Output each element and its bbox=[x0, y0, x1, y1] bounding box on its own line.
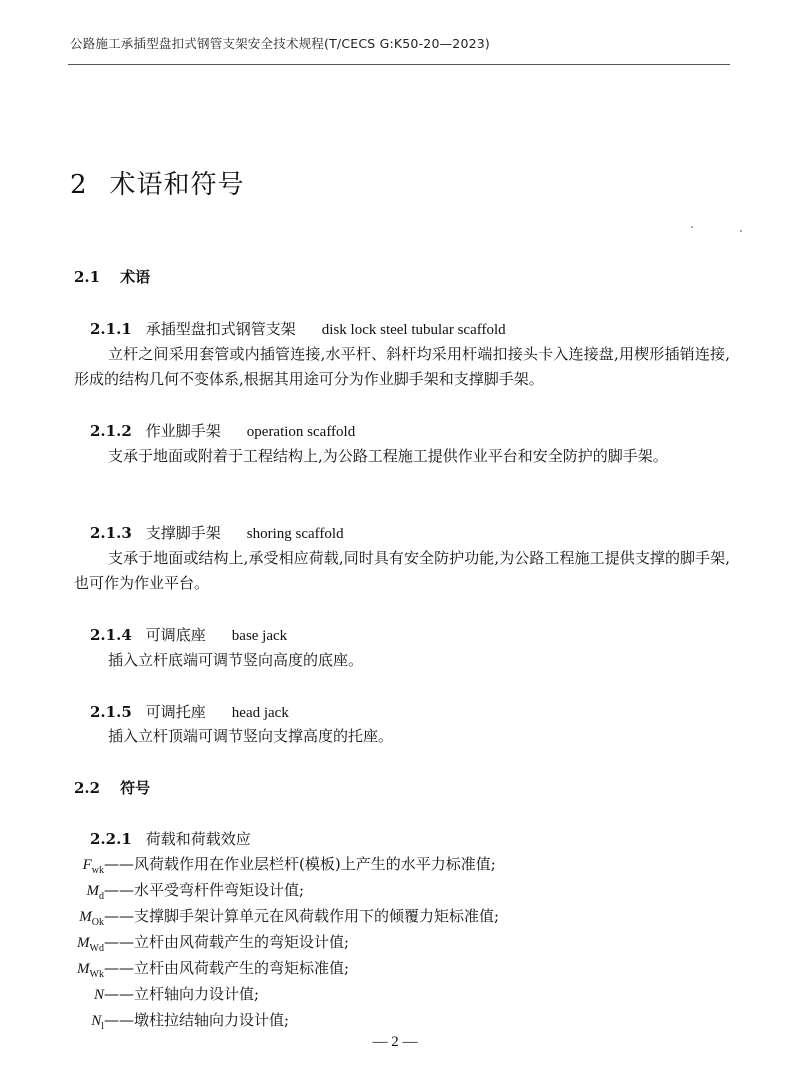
term-heading bbox=[90, 420, 355, 441]
section-number: 2.2 bbox=[74, 779, 101, 797]
symbols-subsection-heading bbox=[90, 828, 251, 849]
symbol-description: ——风荷载作用在作业层栏杆(模板)上产生的水平力标准值; bbox=[104, 855, 496, 873]
symbol-label: $M_{Wk}$ bbox=[77, 961, 104, 980]
header-rule bbox=[68, 64, 730, 65]
symbol-row bbox=[44, 957, 349, 980]
symbol-description: ——立杆轴向力设计值; bbox=[104, 985, 260, 1003]
term-number: 2.1.2 bbox=[90, 422, 132, 440]
section-title-text: 符号 bbox=[120, 779, 151, 797]
subsection-title: 荷载和荷载效应 bbox=[145, 830, 251, 848]
chapter-title-text: 术语和符号 bbox=[109, 170, 245, 200]
term-heading bbox=[90, 624, 287, 645]
term-number: 2.1.3 bbox=[90, 524, 132, 542]
scan-speck bbox=[691, 226, 693, 228]
symbol-row bbox=[44, 853, 496, 876]
symbol-description: ——墩柱拉结轴向力设计值; bbox=[104, 1011, 290, 1029]
term-en: disk lock steel tubular scaffold bbox=[321, 322, 506, 338]
symbol-label: $M_{Wd}$ bbox=[77, 935, 104, 954]
term-heading bbox=[90, 701, 289, 722]
term-heading bbox=[90, 318, 506, 339]
symbol-label: $F_{wk}$ bbox=[82, 857, 104, 876]
symbol-label: $M_d$ bbox=[86, 883, 104, 902]
term-en: base jack bbox=[231, 628, 288, 644]
term-number: 2.1.5 bbox=[90, 703, 132, 721]
scan-speck bbox=[740, 230, 742, 232]
symbol-row bbox=[44, 931, 349, 954]
term-en: head jack bbox=[231, 705, 289, 721]
symbol-row bbox=[44, 983, 259, 1006]
symbol-description: ——支撑脚手架计算单元在风荷载作用下的倾覆力矩标准值; bbox=[104, 907, 500, 925]
term-definition: 支承于地面或附着于工程结构上,为公路工程施工提供作业平台和安全防护的脚手架。 bbox=[108, 447, 668, 465]
term-zh: 可调托座 bbox=[145, 703, 206, 721]
chapter-title bbox=[70, 164, 245, 201]
page-number: — 2 — bbox=[372, 1034, 418, 1050]
symbol-row bbox=[44, 905, 499, 928]
symbol-description: ——水平受弯杆件弯矩设计值; bbox=[104, 881, 305, 899]
symbol-label: N bbox=[93, 987, 104, 1003]
symbol-label: $M_{Ok}$ bbox=[79, 909, 104, 928]
term-number: 2.1.4 bbox=[90, 626, 132, 644]
term-zh: 可调底座 bbox=[145, 626, 206, 644]
symbol-description: ——立杆由风荷载产生的弯矩设计值; bbox=[104, 933, 350, 951]
symbol-label: $N_l$ bbox=[91, 1013, 104, 1032]
term-number: 2.1.1 bbox=[90, 320, 132, 338]
term-definition: 插入立杆顶端可调节竖向支撑高度的托座。 bbox=[108, 727, 394, 745]
term-zh: 支撑脚手架 bbox=[145, 524, 221, 542]
term-definition: 插入立杆底端可调节竖向高度的底座。 bbox=[108, 651, 364, 669]
subsection-number: 2.2.1 bbox=[90, 830, 132, 848]
running-header: 公路施工承插型盘扣式钢管支架安全技术规程(T/CECS G:K50-20—2023) bbox=[70, 36, 490, 51]
term-zh: 承插型盘扣式钢管支架 bbox=[145, 320, 296, 338]
section-title-text: 术语 bbox=[120, 268, 151, 286]
section-title-terms bbox=[74, 266, 150, 287]
term-en: shoring scaffold bbox=[246, 526, 344, 542]
symbol-row bbox=[44, 1009, 289, 1032]
symbol-description: ——立杆由风荷载产生的弯矩标准值; bbox=[104, 959, 350, 977]
term-zh: 作业脚手架 bbox=[145, 422, 221, 440]
section-number: 2.1 bbox=[74, 268, 101, 286]
term-definition: 立杆之间采用套管或内插管连接,水平杆、斜杆均采用杆端扣接头卡入连接盘,用楔形插销连接,形成的结构几何不变体系,根据其用途可分为作业脚手架和支撑脚手架。 bbox=[74, 345, 730, 388]
symbol-row bbox=[44, 879, 304, 902]
chapter-number: 2 bbox=[70, 170, 88, 200]
term-definition: 支承于地面或结构上,承受相应荷载,同时具有安全防护功能,为公路工程施工提供支撑的脚手架,也可作为作业平台。 bbox=[74, 549, 730, 592]
term-heading bbox=[90, 522, 344, 543]
section-title-symbols bbox=[74, 777, 150, 798]
term-en: operation scaffold bbox=[246, 424, 356, 440]
